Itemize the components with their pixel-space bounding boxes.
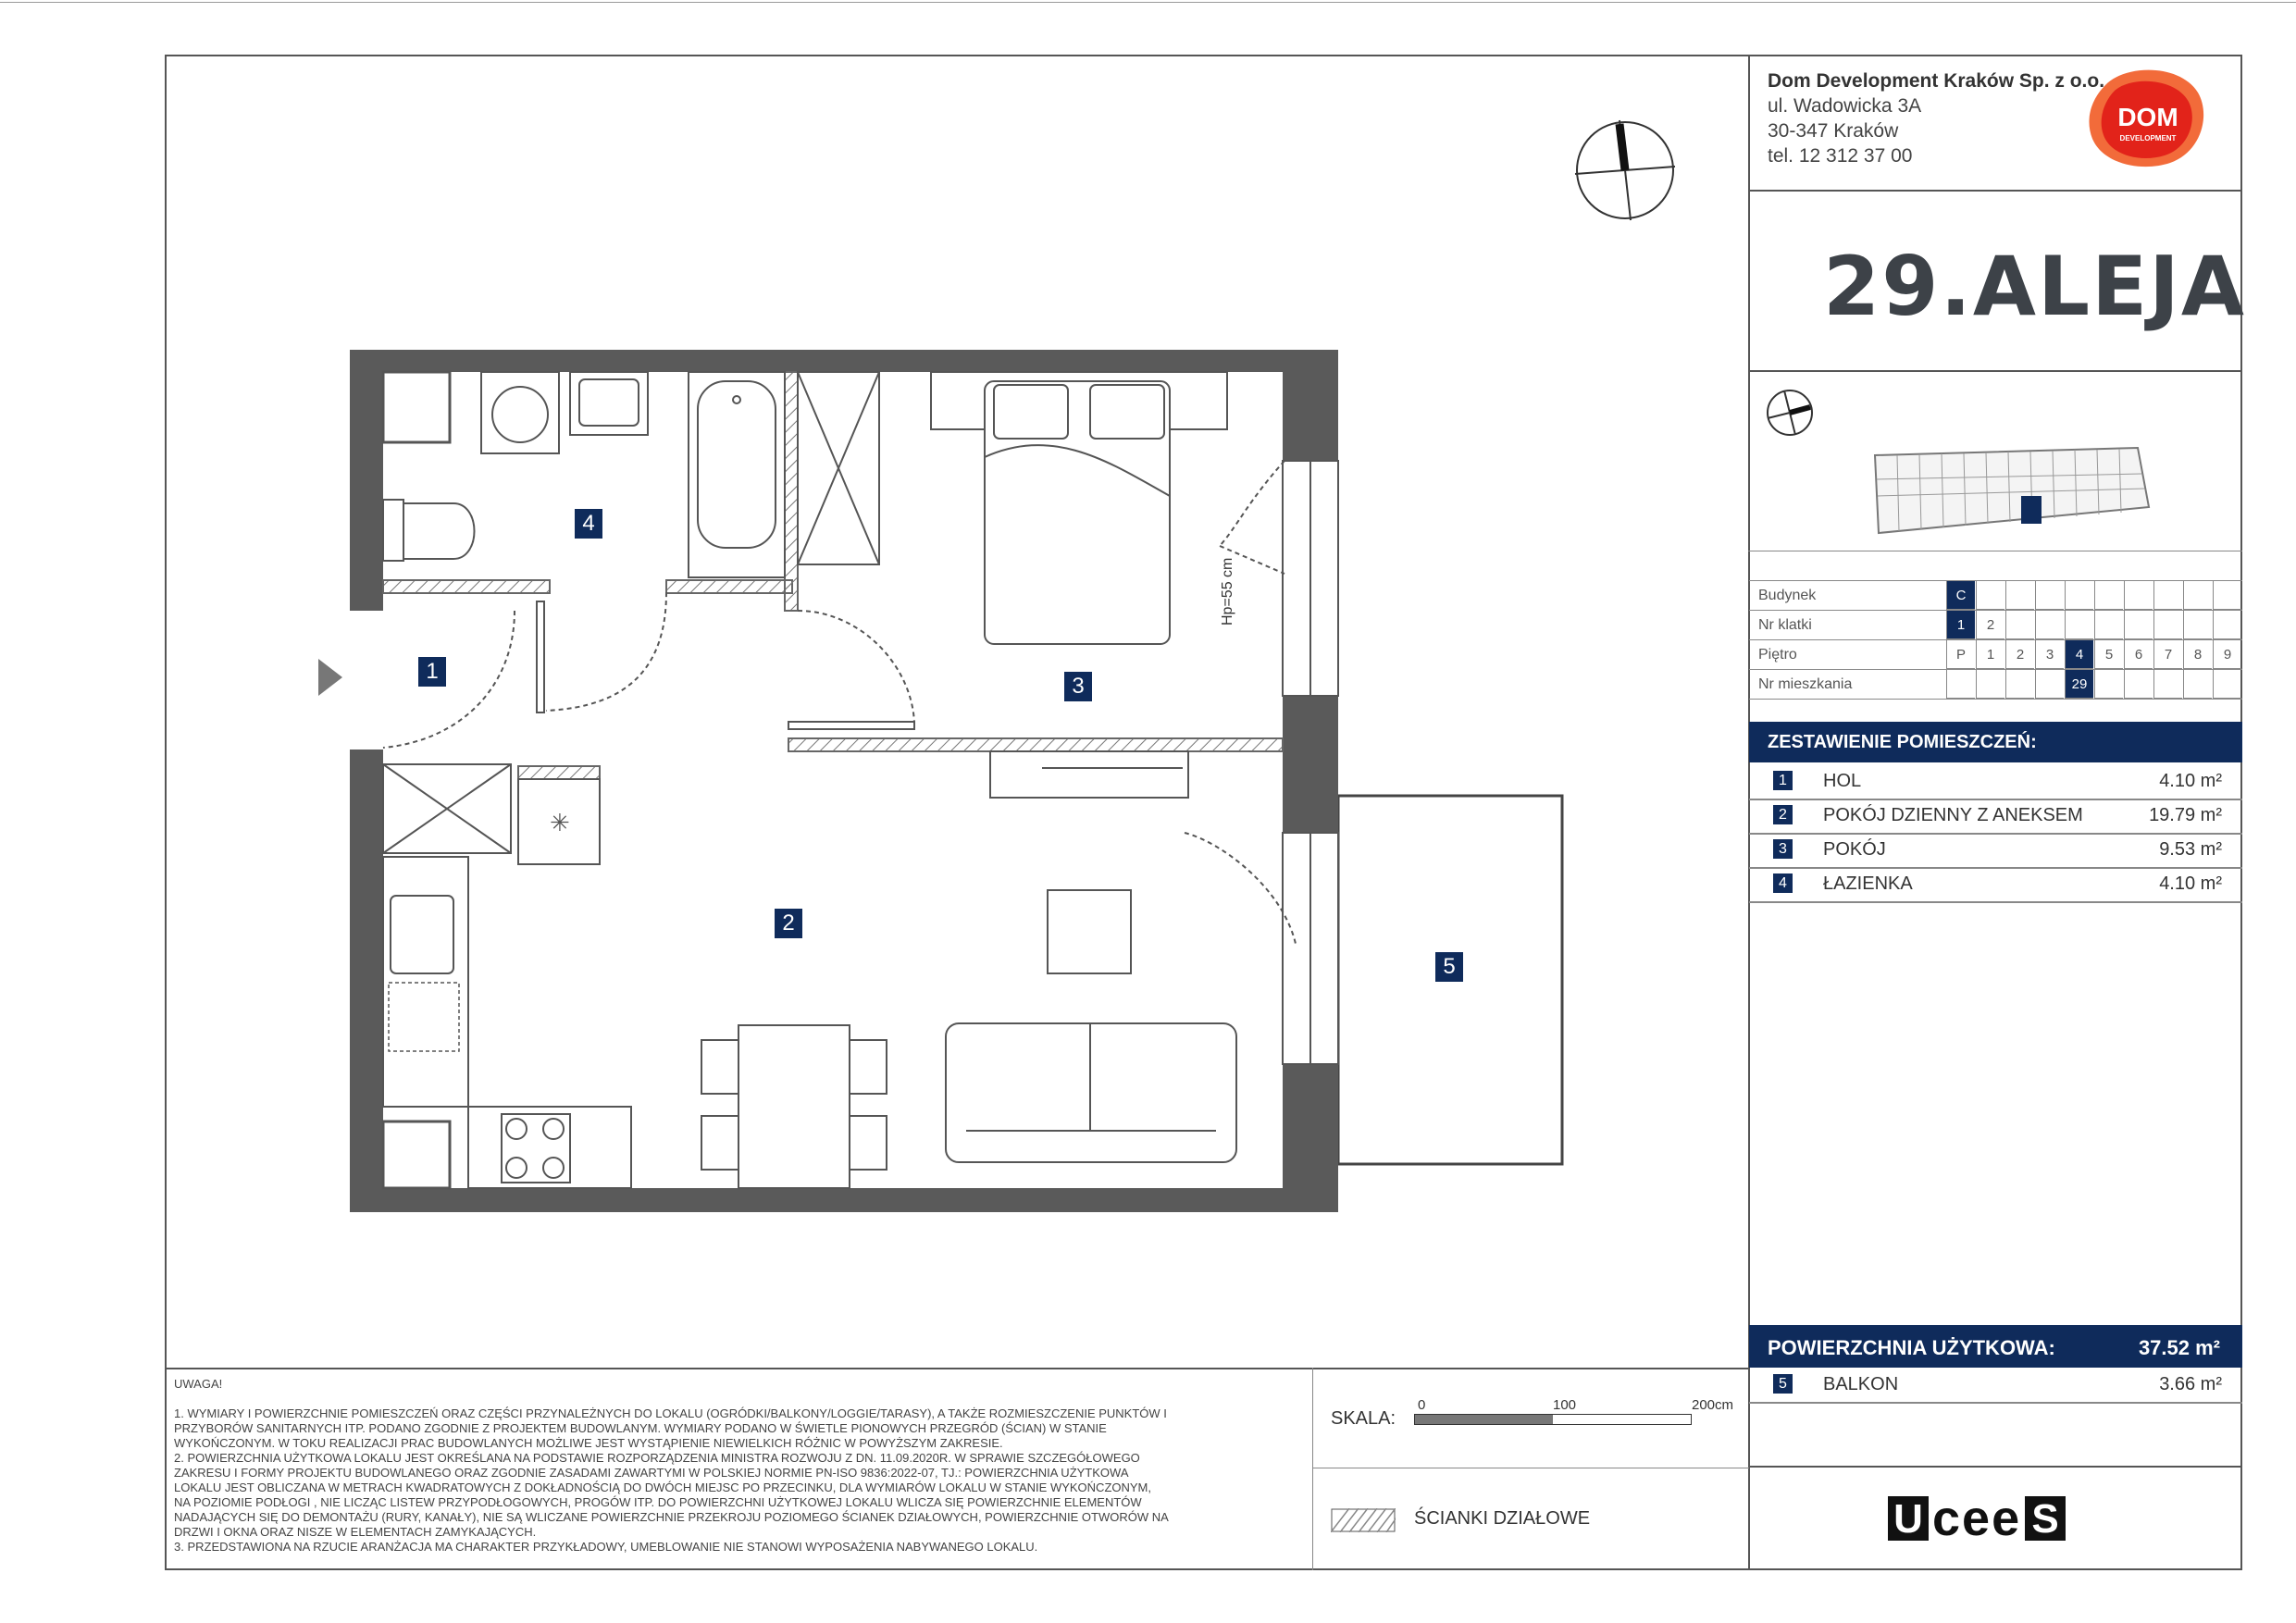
room-area: 9.53 m² [2159,839,2222,860]
scale-bar [1414,1414,1692,1425]
location-cell [1976,670,2004,699]
rooms-header: ZESTAWIENIE POMIESZCZEŃ: [1768,732,2037,752]
company-divider [1748,190,2242,192]
location-cell [2153,611,2182,639]
location-cell: 7 [2153,640,2182,669]
room-row [1749,764,2242,800]
room-name: HOL [1823,771,1862,791]
location-cell [2124,611,2153,639]
plan-label-bathroom: 4 [575,509,602,539]
location-cell [2153,670,2182,699]
keyplan-building [1860,442,2156,540]
location-cell: 1 [1946,611,1975,639]
location-cell [2183,581,2212,610]
location-cell [2124,581,2153,610]
entrance-arrow [318,659,342,696]
scale-tick-0: 0 [1418,1397,1426,1413]
room-num: 4 [1773,873,1793,893]
location-cell: 3 [2035,640,2064,669]
note-line: LOKALU JEST OBLICZANA W METRACH KWADRATOWYCH Z DOKŁADNOŚCIĄ DO DWÓCH MIEJSC PO PRZECINKU, DLA WYMIARÓW LOKALU W STANIE WYKOŃCZONYM, [174,1481,1152,1494]
location-cell [2035,581,2064,610]
location-cell [2124,670,2153,699]
location-cell: 8 [2183,640,2212,669]
location-cell: 2 [2005,640,2034,669]
balcony-row [1749,1368,2242,1404]
location-cell: 2 [1976,611,2004,639]
room-area: 19.79 m² [2149,805,2222,825]
location-cell [2065,611,2093,639]
location-cell [2035,611,2064,639]
location-cell: 29 [2065,670,2093,699]
company-phone: tel. 12 312 37 00 [1768,145,1913,167]
company-city: 30-347 Kraków [1768,120,1899,142]
plan-label-living: 2 [775,909,802,938]
keyplan-compass-icon [1764,387,1816,439]
location-cell: C [1946,581,1975,610]
project-logo-divider [1748,370,2242,372]
location-cell [2153,581,2182,610]
note-line: 1. WYMIARY I POWIERZCHNIE POMIESZCZEŃ ORAZ CZĘŚCI PRZYNALEŻNYCH DO LOKALU (OGRÓDKI/BALKONY/LOGGIE/TARASY), A TAKŻE ROZMIESZCZENIE PUNKTÓW I [174,1406,1167,1420]
page-top-line [0,2,2296,3]
location-row-label: Budynek [1758,588,1817,603]
note-line: NADAJĄCYCH SIĘ DO DEMONTAŻU (RURY, KANAŁY), NIE SĄ WLICZANE POWIERZCHNIE PRZEKROJU POZIOMEGO ŚCIANEK DZIAŁOWYCH, POWIERZCHNIE OTWORÓW NA [174,1510,1169,1524]
svg-text:DOM: DOM [2117,103,2178,131]
location-cell [1976,581,2004,610]
room-name: POKÓJ DZIENNY Z ANEKSEM [1823,805,2083,825]
balcony-area: 3.66 m² [2159,1374,2222,1394]
scale-label: SKALA: [1331,1408,1396,1429]
room-name: POKÓJ [1823,839,1886,860]
room-row [1749,867,2242,903]
location-cell: 1 [1976,640,2004,669]
location-cell [2094,581,2123,610]
location-cell [2005,670,2034,699]
scale-tick-200: 200cm [1692,1397,1734,1413]
floor-plan [305,342,1582,1221]
location-row-label: Piętro [1758,647,1797,663]
room-area: 4.10 m² [2159,873,2222,894]
svg-text:DEVELOPMENT: DEVELOPMENT [2119,134,2177,142]
location-cell [2005,581,2034,610]
location-cell [2094,611,2123,639]
location-cell [2005,611,2034,639]
notes-block [174,1377,1303,1555]
location-cell [2213,670,2241,699]
location-cell: P [1946,640,1975,669]
location-cell: 6 [2124,640,2153,669]
room-num: 2 [1773,805,1793,824]
location-cell [2094,670,2123,699]
ucees-logo: U cee S [1888,1495,2066,1542]
company-street: ul. Wadowicka 3A [1768,95,1922,117]
location-row-label: Nr mieszkania [1758,676,1853,692]
balcony-name: BALKON [1823,1374,1899,1394]
company-name: Dom Development Kraków Sp. z o.o. [1768,70,2105,92]
notes-divider [165,1368,1749,1369]
note-line: NA POZIOMIE PODŁOGI , NIE LICZĄC LISTEW PRZYPODŁOGOWYCH, PROGÓW ITP. DO POWIERZCHNI UŻYTKOWEJ LOKALU WLICZA SIĘ POWIERZCHNIE ELEMENTÓW [174,1495,1142,1509]
project-logo: 29.ALEJA [1823,239,2247,334]
north-compass-icon [1571,117,1679,224]
dom-development-logo [2087,67,2207,170]
usable-area-bar [1749,1325,2242,1368]
location-cell: 4 [2065,640,2093,669]
location-cell [2183,670,2212,699]
footer-logo-divider [1749,1466,2242,1468]
plan-label-bedroom: 3 [1064,672,1092,701]
room-row [1749,833,2242,869]
note-line: 3. PRZEDSTAWIONA NA RZUCIE ARANŻACJA MA CHARAKTER PRZYKŁADOWY, UMEBLOWANIE NIE STANOWI WYPOSAŻENIA NABYWANEGO LOKALU. [174,1540,1038,1554]
note-line: ZAKRESU I FORMY PROJEKTU BUDOWLANEGO ORAZ ZGODNIE ZASADAMI ZAWARTYMI W POLSKIEJ NORMIE PN-ISO 9836:2022-07, TJ.: POWIERZCHNIA UŻYTKOWA [174,1466,1129,1480]
rooms-header-bar [1749,722,2242,762]
note-line: PRZYBORÓW SANITARNYCH ITP. PODANO ZGODNIE Z PROJEKTEM BUDOWLANYM. WYMIARY PODANO W ŚWIETLE PIONOWYCH PRZEGRÓD (ŚCIAN) W STANIE [174,1421,1107,1435]
location-cell: 9 [2213,640,2241,669]
room-name: ŁAZIENKA [1823,873,1913,894]
plan-label-hol: 1 [418,657,446,687]
location-cell [2065,581,2093,610]
note-line: WYKOŃCZONYM. W TOKU REALIZACJI PRAC BUDOWLANYCH MOŻLIWE JEST WYSTĄPIENIE NIEWIELKICH RÓŻNIC W POWYŻSZYM ZAKRESIE. [174,1436,1003,1450]
location-cell [1946,670,1975,699]
legend-partition-label: ŚCIANKI DZIAŁOWE [1414,1508,1591,1529]
fridge-icon: ✳ [550,809,570,836]
location-cell [2035,670,2064,699]
room-num: 3 [1773,839,1793,859]
company-block [1768,68,2104,168]
location-cell [2183,611,2212,639]
location-cell [2213,611,2241,639]
note-line: DRZWI I OKNA ORAZ NISZE W ELEMENTACH ZAMYKAJĄCYCH. [174,1525,537,1539]
note-line: 2. POWIERZCHNIA UŻYTKOWA LOKALU JEST OKREŚLANA NA PODSTAWIE ROZPORZĄDZENIA MINISTRA ROZWOJU Z DN. 11.09.2020R. W SPRAWIE SZCZEGÓŁOWEGO [174,1451,1140,1465]
room-num: 1 [1773,771,1793,790]
room-area: 4.10 m² [2159,771,2222,791]
location-cell [2213,581,2241,610]
usable-area-value: 37.52 m² [2138,1336,2220,1359]
usable-area-label: POWIERZCHNIA UŻYTKOWA: [1768,1336,2055,1359]
balcony-num: 5 [1773,1374,1793,1394]
location-cell: 5 [2094,640,2123,669]
location-row-label: Nr klatki [1758,617,1812,633]
scale-tick-100: 100 [1553,1397,1577,1413]
window-height-note: Hp=55 cm [1220,557,1235,626]
plan-label-balcony: 5 [1435,952,1463,982]
hatch-legend-icon [1331,1508,1396,1532]
notes-scale-divider [1312,1368,1313,1570]
room-row [1749,799,2242,835]
notes-title: UWAGA! [174,1377,223,1391]
